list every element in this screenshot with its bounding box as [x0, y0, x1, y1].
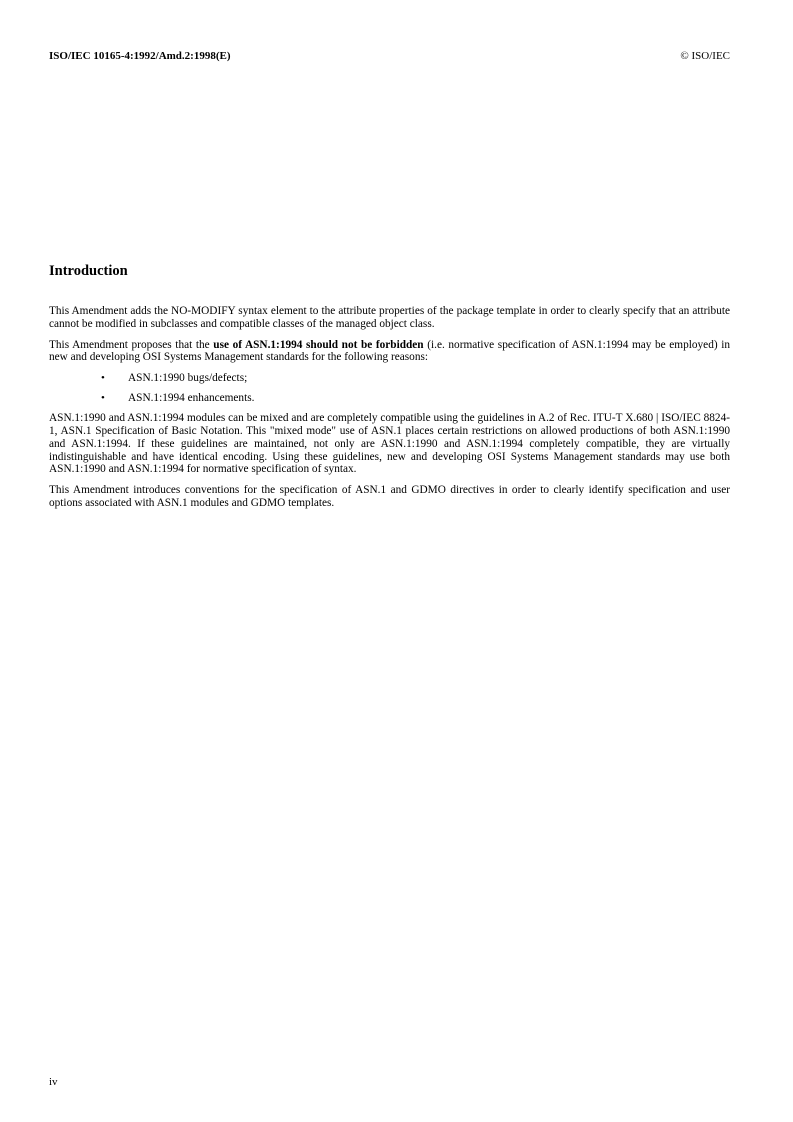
list-item-text: ASN.1:1990 bugs/defects;	[128, 372, 248, 385]
paragraph-asn1-proposal-tail: (i.e. normative specification of ASN.1:1994 may be employed) in new and developing OSI Systems Management standards for the following reasons:	[49, 338, 730, 364]
list-item	[49, 372, 730, 385]
copyright-notice: © ISO/IEC	[680, 50, 730, 62]
paragraph-mixed-mode: ASN.1:1990 and ASN.1:1994 modules can be mixed and are completely compatible using the guidelines in A.2 of Rec. ITU-T X.680 | ISO/IEC 8824-1, ASN.1 Specification of Basic Notation. This "mixed mode" use of ASN.1 places certain restrictions on allowed productions of both ASN.1:1990 and ASN.1:1994. If these guidelines are maintained, not only are ASN.1:1990 and ASN.1:1994 completely compatible, they are virtually indistinguishable and have identical encoding. Using these guidelines, new and developing OSI Systems Management standards may use both ASN.1:1990 and ASN.1:1994 for normative specification of syntax.	[49, 412, 730, 476]
list-item	[49, 392, 730, 405]
list-item-text: ASN.1:1994 enhancements.	[128, 392, 255, 405]
bullet-icon: •	[101, 392, 105, 405]
paragraph-asn1-proposal-lead: This Amendment proposes that the	[49, 338, 214, 351]
section-title: Introduction	[49, 263, 128, 279]
paragraph-asn1-proposal-emphasis: use of ASN.1:1994 should not be forbidden	[213, 338, 424, 351]
document-id: ISO/IEC 10165-4:1992/Amd.2:1998(E)	[49, 50, 231, 62]
introduction-body	[49, 305, 730, 518]
paragraph-conventions: This Amendment introduces conventions for the specification of ASN.1 and GDMO directives in order to clearly identify specification and user options associated with ASN.1 modules and GDMO templates.	[49, 484, 730, 509]
bullet-icon: •	[101, 372, 105, 385]
page-number: iv	[49, 1076, 58, 1088]
paragraph-no-modify: This Amendment adds the NO-MODIFY syntax element to the attribute properties of the package template in order to clearly specify that an attribute cannot be modified in subclasses and compatible classes of the managed object class.	[49, 305, 730, 330]
paragraph-asn1-proposal	[49, 339, 730, 365]
reasons-list	[49, 372, 730, 405]
